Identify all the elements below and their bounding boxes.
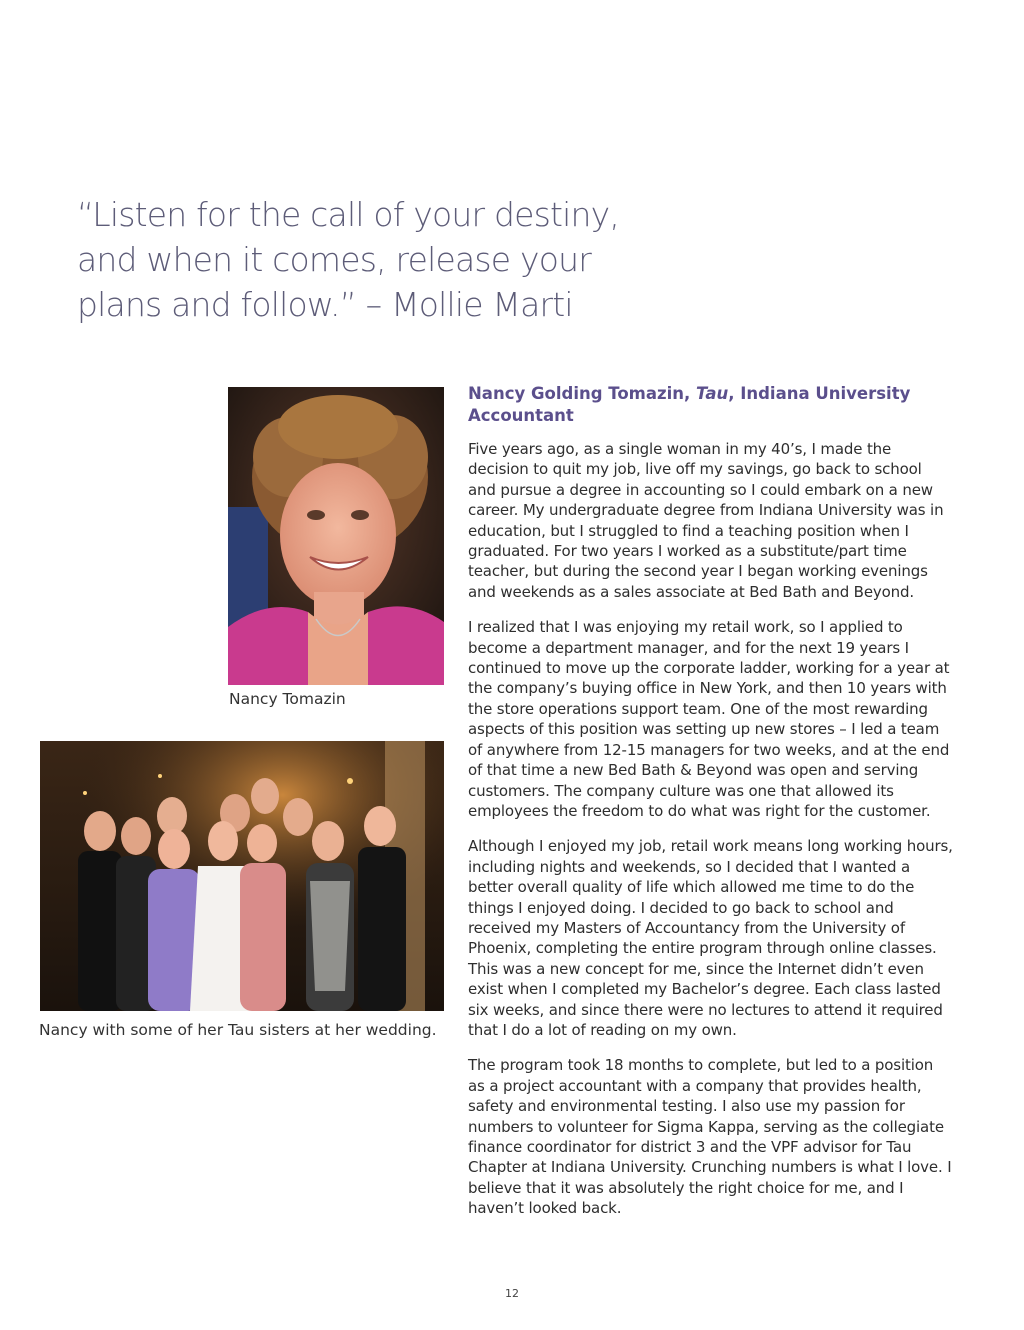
article-paragraph: I realized that I was enjoying my retail work, so I applied to become a department manager, and for the next 19 years I continued to move up the corporate ladder, working for a year at the company’s buying office in New York, and then 10 years with the store operations support team. One of the most rewarding aspects of this position was setting up new stores – I led a team of anywhere from 12-15 managers for two weeks, and at the end of that time a new Bed Bath & Beyond was open and serving customers. The company culture was one that allowed its employees the freedom to do what was right for the customer. [468, 618, 950, 820]
article [468, 383, 953, 1234]
quote-line-3: plans and follow.” – Mollie Marti [77, 285, 573, 324]
byline-school: , Indiana University [728, 384, 911, 403]
pull-quote [77, 192, 637, 327]
byline [468, 383, 953, 427]
article-paragraph: The program took 18 months to complete, but led to a position as a project accountant with a company that provides health, safety and environmental testing. I also use my passion for numbers to volunteer for Sigma Kappa, serving as the collegiate finance coordinator for district 3 and the VPF advisor for Tau Chapter at Indiana University. Crunching numbers is what I love. I believe that it was absolutely the right choice for me, and I haven’t looked back. [468, 1056, 952, 1218]
portrait-caption: Nancy Tomazin [229, 690, 346, 708]
page-number: 12 [505, 1287, 519, 1300]
group-photo [40, 741, 444, 1011]
byline-chapter: Tau [696, 384, 729, 403]
group-caption: Nancy with some of her Tau sisters at her wedding. [39, 1021, 437, 1039]
byline-role: Accountant [468, 406, 574, 425]
article-paragraph: Although I enjoyed my job, retail work means long working hours, including nights and weekends, so I decided that I wanted a better overall quality of life which allowed me time to do the things I enjoyed doing. I decided to go back to school and received my Masters of Accountancy from the University of Phoenix, completing the entire program through online classes. This was a new concept for me, since the Internet didn’t even exist when I completed my Bachelor’s degree. Each class lasted six weeks, and since there were no lectures to attend it required that I do a lot of reading on my own. [468, 837, 953, 1039]
quote-line-1: “Listen for the call of your destiny, [77, 195, 620, 234]
article-paragraph: Five years ago, as a single woman in my 40’s, I made the decision to quit my job, live off my savings, go back to school and pursue a degree in accounting so I could embark on a new career. My undergraduate degree from Indiana University was in education, but I struggled to find a teaching position when I graduated. For two years I worked as a substitute/part time teacher, but during the second year I began working evenings and weekends as a sales associate at Bed Bath and Beyond. [468, 440, 944, 601]
byline-name: Nancy Golding Tomazin, [468, 384, 691, 403]
portrait-photo [228, 387, 444, 685]
quote-line-2: and when it comes, release your [77, 240, 591, 279]
